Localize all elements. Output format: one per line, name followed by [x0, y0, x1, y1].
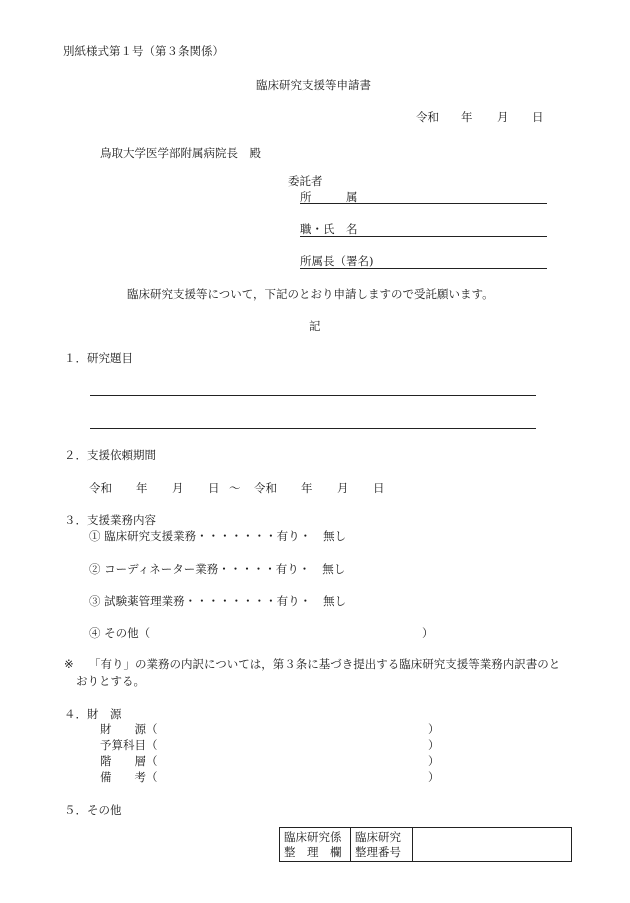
period-month-start: 月 — [172, 481, 184, 495]
reference-col1-line2: 整 理 欄 — [284, 844, 342, 859]
support-item-1-label: ① 臨床研究支援業務・・・・・・・有り・ — [89, 529, 312, 543]
reference-col1-cell — [280, 828, 351, 862]
period-year-end: 年 — [301, 481, 313, 495]
funding-source-close: ） — [428, 722, 440, 736]
budget-item-label: 予算科目（ — [100, 738, 158, 752]
period-day-end: 日 — [373, 481, 385, 495]
note-line-2: おりとする。 — [76, 674, 145, 688]
document-title: 臨床研究支援等申請書 — [256, 78, 371, 92]
reference-box — [279, 827, 572, 862]
budget-item-close: ） — [428, 738, 440, 752]
head-signature-label: 所属長（署名) — [300, 254, 374, 268]
funding-source-label: 財 源（ — [100, 722, 158, 736]
reference-col2-line2: 整理番号 — [355, 844, 401, 859]
support-item-other-label: ④ その他（ — [89, 626, 151, 640]
period-tilde: ～ — [229, 481, 241, 495]
remarks-close: ） — [428, 770, 440, 784]
position-name-field-line[interactable] — [300, 236, 547, 237]
support-item-3-none[interactable]: 無し — [323, 594, 347, 608]
period-day-start: 日 — [208, 481, 220, 495]
reference-number-field[interactable] — [413, 828, 572, 862]
note-mark: ※ — [64, 657, 74, 671]
ki-heading: 記 — [309, 319, 321, 333]
date-year: 年 — [461, 110, 473, 124]
remarks-label: 備 考（ — [100, 770, 158, 784]
date-era: 令和 — [416, 110, 439, 124]
reference-col1-line1: 臨床研究係 — [284, 829, 342, 844]
support-item-other-close: ） — [422, 626, 434, 640]
research-title-line-1[interactable] — [90, 395, 536, 396]
support-item-2 — [89, 562, 345, 576]
support-item-3-label: ③ 試験薬管理業務・・・・・・・・有り・ — [89, 594, 312, 608]
period-month-end: 月 — [337, 481, 349, 495]
affiliation-label: 所 属 — [300, 190, 358, 204]
reference-col2-cell — [351, 828, 413, 862]
position-name-label: 職・氏 名 — [300, 222, 358, 236]
reference-col2-line1: 臨床研究 — [355, 829, 401, 844]
section4-title: ４．財 源 — [64, 707, 122, 721]
support-item-3 — [89, 594, 346, 608]
date-month: 月 — [497, 110, 509, 124]
section1-title: １．研究題目 — [64, 351, 133, 365]
support-item-2-none[interactable]: 無し — [322, 562, 346, 576]
period-era-end: 令和 — [254, 481, 277, 495]
section2-title: ２．支援依頼期間 — [64, 448, 156, 462]
date-day: 日 — [532, 110, 544, 124]
form-number: 別紙様式第１号（第３条関係） — [63, 44, 224, 58]
head-signature-field-line[interactable] — [300, 268, 547, 269]
note-line-1: 「有り」の業務の内訳については，第３条に基づき提出する臨床研究支援等業務内訳書のと — [89, 657, 561, 671]
period-year-start: 年 — [136, 481, 148, 495]
affiliation-field-line[interactable] — [300, 203, 547, 204]
support-item-1 — [89, 529, 346, 543]
applicant-label: 委託者 — [288, 174, 323, 188]
support-item-2-label: ② コーディネーター業務・・・・・有り・ — [89, 562, 311, 576]
hierarchy-label: 階 層（ — [100, 754, 158, 768]
section3-title: ３．支援業務内容 — [64, 513, 156, 527]
research-title-line-2[interactable] — [90, 428, 536, 429]
addressee: 鳥取大学医学部附属病院長 殿 — [100, 146, 261, 160]
hierarchy-close: ） — [428, 754, 440, 768]
request-sentence: 臨床研究支援等について，下記のとおり申請しますので受託願います。 — [127, 287, 494, 301]
support-item-1-none[interactable]: 無し — [323, 529, 347, 543]
section5-title: ５．その他 — [64, 803, 122, 817]
period-era-start: 令和 — [89, 481, 112, 495]
